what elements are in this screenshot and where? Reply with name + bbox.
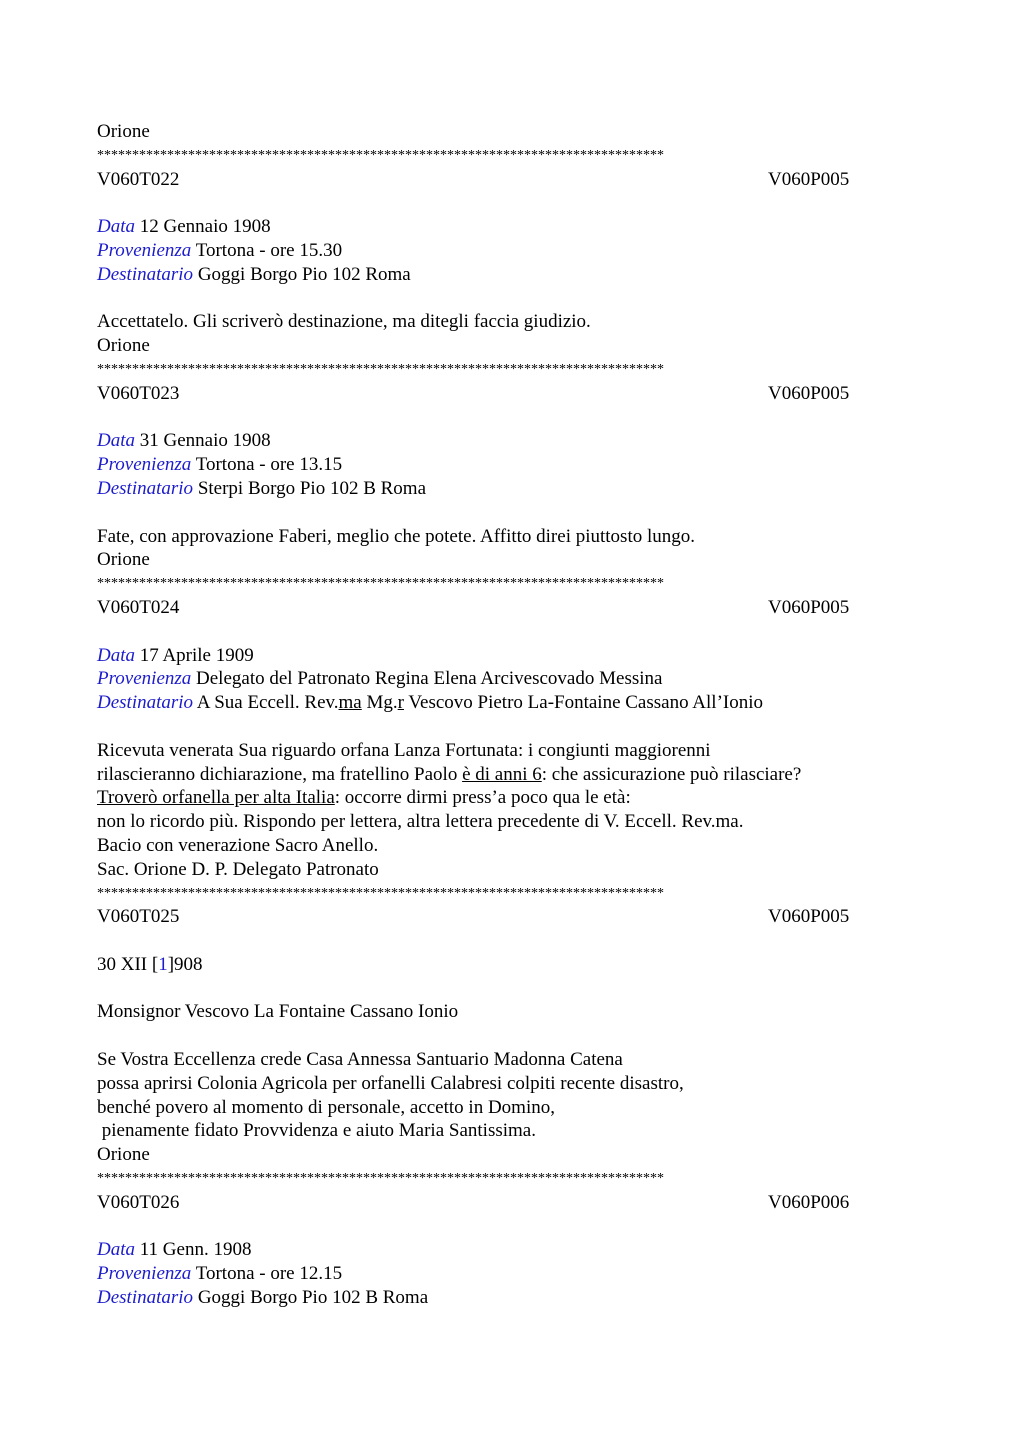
- body-text: Bacio con venerazione Sacro Anello.: [97, 834, 379, 856]
- provenienza-label: Provenienza: [97, 668, 192, 690]
- data-label: Data: [97, 216, 135, 238]
- signature: Orione: [97, 549, 150, 571]
- data-label: Data: [97, 430, 135, 452]
- body-segment: : che assicurazione può rilasciare?: [541, 763, 802, 785]
- body-text: [97, 786, 927, 810]
- entry-id: V060T024: [97, 596, 180, 618]
- destinatario-underlined-b: r: [397, 692, 404, 714]
- data-value: 12 Gennaio 1908: [139, 216, 271, 238]
- entry-id: V060T025: [97, 906, 180, 928]
- provenienza-value: Tortona - ore 13.15: [195, 454, 343, 476]
- destinatario-value: Goggi Borgo Pio 102 B Roma: [197, 1287, 429, 1309]
- entry-header: [97, 1191, 927, 1215]
- provenienza-line: [97, 453, 927, 477]
- data-value: 31 Gennaio 1908: [139, 430, 271, 452]
- provenienza-label: Provenienza: [97, 1263, 192, 1285]
- destinatario-underlined-a: ma: [338, 692, 362, 714]
- date-text: ]908: [167, 953, 203, 975]
- provenienza-line: [97, 1262, 927, 1286]
- data-label: Data: [97, 1239, 135, 1261]
- page-ref: V060P005: [768, 906, 850, 928]
- body-text: pienamente fidato Provvidenza e aiuto Maria Santissima.: [97, 1120, 536, 1142]
- body-segment: rilascieranno dichiarazione, ma fratellino Paolo: [97, 763, 463, 785]
- separator: *********************************************************************************: [97, 885, 664, 901]
- data-value: 17 Aprile 1909: [139, 644, 254, 666]
- body-text: benché povero al momento di personale, accetto in Domino,: [97, 1096, 555, 1118]
- destinatario-value: Goggi Borgo Pio 102 Roma: [197, 263, 411, 285]
- provenienza-label: Provenienza: [97, 454, 192, 476]
- destinatario-line: [97, 691, 927, 715]
- data-line: [97, 644, 927, 668]
- data-line: [97, 215, 927, 239]
- entry-header: [97, 596, 927, 620]
- data-line: [97, 1238, 927, 1262]
- body-segment: : occorre dirmi press’a poco qua le età:: [334, 787, 631, 809]
- destinatario-line: [97, 477, 927, 501]
- destinatario-label: Destinatario: [97, 1287, 194, 1309]
- destinatario-value-c: Vescovo Pietro La-Fontaine Cassano All’Ionio: [403, 692, 763, 714]
- recipient-line: Monsignor Vescovo La Fontaine Cassano Ionio: [97, 1001, 459, 1023]
- body-underlined: Troverò orfanella per alta Italia: [97, 787, 335, 809]
- separator: *********************************************************************************: [97, 361, 664, 377]
- page-ref: V060P006: [768, 1191, 850, 1213]
- destinatario-label: Destinatario: [97, 263, 194, 285]
- data-label: Data: [97, 644, 135, 666]
- destinatario-value-a: A Sua Eccell. Rev.: [196, 692, 339, 714]
- signature: Orione: [97, 1144, 150, 1166]
- entry-id: V060T022: [97, 168, 180, 190]
- date-line: [97, 953, 927, 977]
- provenienza-line: [97, 667, 927, 691]
- page-ref: V060P005: [768, 596, 850, 618]
- entry-header: [97, 168, 927, 192]
- destinatario-label: Destinatario: [97, 692, 194, 714]
- destinatario-value: Sterpi Borgo Pio 102 B Roma: [197, 477, 427, 499]
- provenienza-line: [97, 239, 927, 263]
- destinatario-line: [97, 1286, 927, 1310]
- signature: Sac. Orione D. P. Delegato Patronato: [97, 858, 379, 880]
- signature: Orione: [97, 121, 150, 142]
- provenienza-label: Provenienza: [97, 239, 192, 261]
- body-text: non lo ricordo più. Rispondo per lettera, altra lettera precedente di V. Eccell. Rev.ma.: [97, 811, 744, 833]
- body-text: Ricevuta venerata Sua riguardo orfana Lanza Fortunata: i congiunti maggiorenni: [97, 739, 711, 761]
- separator: *********************************************************************************: [97, 576, 664, 592]
- destinatario-line: [97, 263, 927, 287]
- entry-header: [97, 905, 927, 929]
- destinatario-label: Destinatario: [97, 477, 194, 499]
- entry-header: [97, 382, 927, 406]
- page-ref: V060P005: [768, 168, 850, 190]
- provenienza-value: Tortona - ore 15.30: [195, 239, 343, 261]
- document-page: [97, 120, 927, 1310]
- separator: *********************************************************************************: [97, 147, 664, 163]
- date-text: 30 XII [: [97, 953, 159, 975]
- provenienza-value: Tortona - ore 12.15: [195, 1263, 343, 1285]
- body-text: Fate, con approvazione Faberi, meglio che potete. Affitto direi piuttosto lungo.: [97, 525, 696, 547]
- page-ref: V060P005: [768, 382, 850, 404]
- data-line: [97, 429, 927, 453]
- body-text: [97, 763, 927, 787]
- destinatario-value-b: Mg.: [361, 692, 398, 714]
- body-text: Accettatelo. Gli scriverò destinazione, ma ditegli faccia giudizio.: [97, 311, 591, 333]
- provenienza-value: Delegato del Patronato Regina Elena Arcivescovado Messina: [196, 668, 663, 690]
- date-editorial-insert: 1: [158, 953, 168, 975]
- data-value: 11 Genn. 1908: [139, 1239, 252, 1261]
- signature: Orione: [97, 335, 150, 357]
- entry-id: V060T026: [97, 1191, 180, 1213]
- body-text: possa aprirsi Colonia Agricola per orfanelli Calabresi colpiti recente disastro,: [97, 1072, 684, 1094]
- entry-id: V060T023: [97, 382, 180, 404]
- body-underlined: è di anni 6: [462, 763, 542, 785]
- separator: *********************************************************************************: [97, 1171, 664, 1187]
- body-text: Se Vostra Eccellenza crede Casa Annessa Santuario Madonna Catena: [97, 1049, 623, 1071]
